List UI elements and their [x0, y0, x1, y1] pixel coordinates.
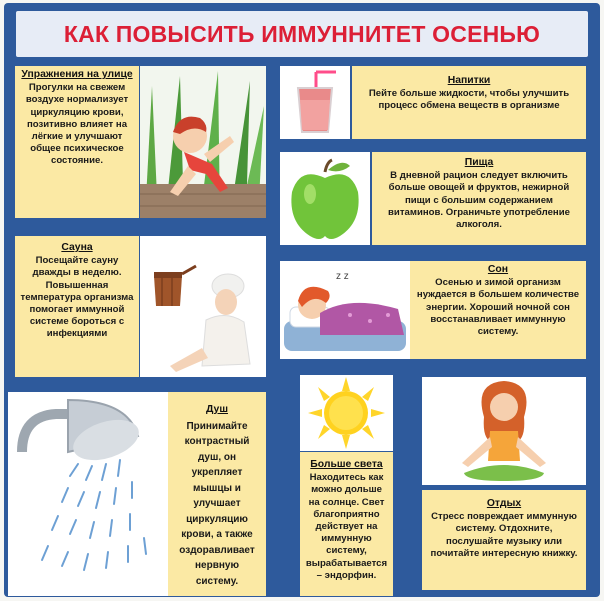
- juice-glass-icon: [280, 66, 350, 139]
- card-sauna-text: Посещайте сауну дважды в неделю. Повышенная температура организма помогает иммунной системе бороться с инфекциями: [20, 255, 134, 340]
- card-light: [300, 452, 393, 596]
- card-exercise-text: Прогулки на свежем воздухе нормализует циркуляцию крови, позитивно влияет на лёгкие и улучшают общее психическое состояние.: [25, 82, 129, 167]
- sun-icon: [300, 375, 393, 451]
- title-banner: [16, 11, 588, 57]
- card-shower-text: Принимайте контрастный душ, он укрепляет мышцы и улучшает циркуляцию крови, а также оздоравливает нервную систему.: [179, 420, 255, 587]
- green-apple-icon: [280, 152, 370, 245]
- card-rest-text: Стресс повреждает иммунную систему. Отдохните, послушайте музыку или почитайте интересную книжку.: [430, 511, 578, 559]
- svg-text:z z: z z: [336, 271, 349, 282]
- card-drinks: [352, 66, 586, 139]
- card-exercise-heading: Упражнения на улице: [21, 69, 133, 80]
- card-sleep-heading: Сон: [487, 264, 509, 275]
- card-sauna: [15, 236, 139, 377]
- card-rest-heading: Отдых: [486, 498, 522, 509]
- card-food-heading: Пища: [464, 157, 494, 168]
- card-light-heading: Больше света: [310, 459, 383, 470]
- page-title: КАК ПОВЫСИТЬ ИММУННИТЕТ ОСЕНЬЮ: [63, 20, 541, 47]
- card-sleep: [410, 261, 586, 359]
- card-shower: [168, 392, 266, 596]
- sauna-bucket-icon: [140, 236, 266, 377]
- card-exercise: [15, 66, 139, 218]
- card-drinks-text: Пейте больше жидкости, чтобы улучшить процесс обмена веществ в организме: [368, 88, 570, 112]
- shower-head-icon: [8, 392, 168, 596]
- card-sauna-heading: Сауна: [61, 242, 93, 253]
- yoga-girl-icon: [422, 377, 586, 485]
- card-food: [372, 152, 586, 245]
- card-food-text: В дневной рацион следует включить больше овощей и фруктов, нежирной пищи с большим содержанием витаминов. Ограничьте употребление алкоголя.: [388, 170, 570, 231]
- card-drinks-heading: Напитки: [447, 75, 491, 86]
- card-shower-heading: Душ: [206, 404, 228, 415]
- child-exercise-icon: [140, 66, 266, 218]
- sleeping-child-icon: [280, 261, 410, 359]
- card-light-text: Находитесь как можно дольше на солнце. Свет благоприятно действует на иммунную систему, вырабатывается – эндорфин.: [305, 472, 388, 581]
- card-rest: [422, 490, 586, 590]
- card-sleep-text: Осенью и зимой организм нуждается в большем количестве энергии. Хороший ночной сон восстанавливает иммунную систему.: [416, 277, 580, 338]
